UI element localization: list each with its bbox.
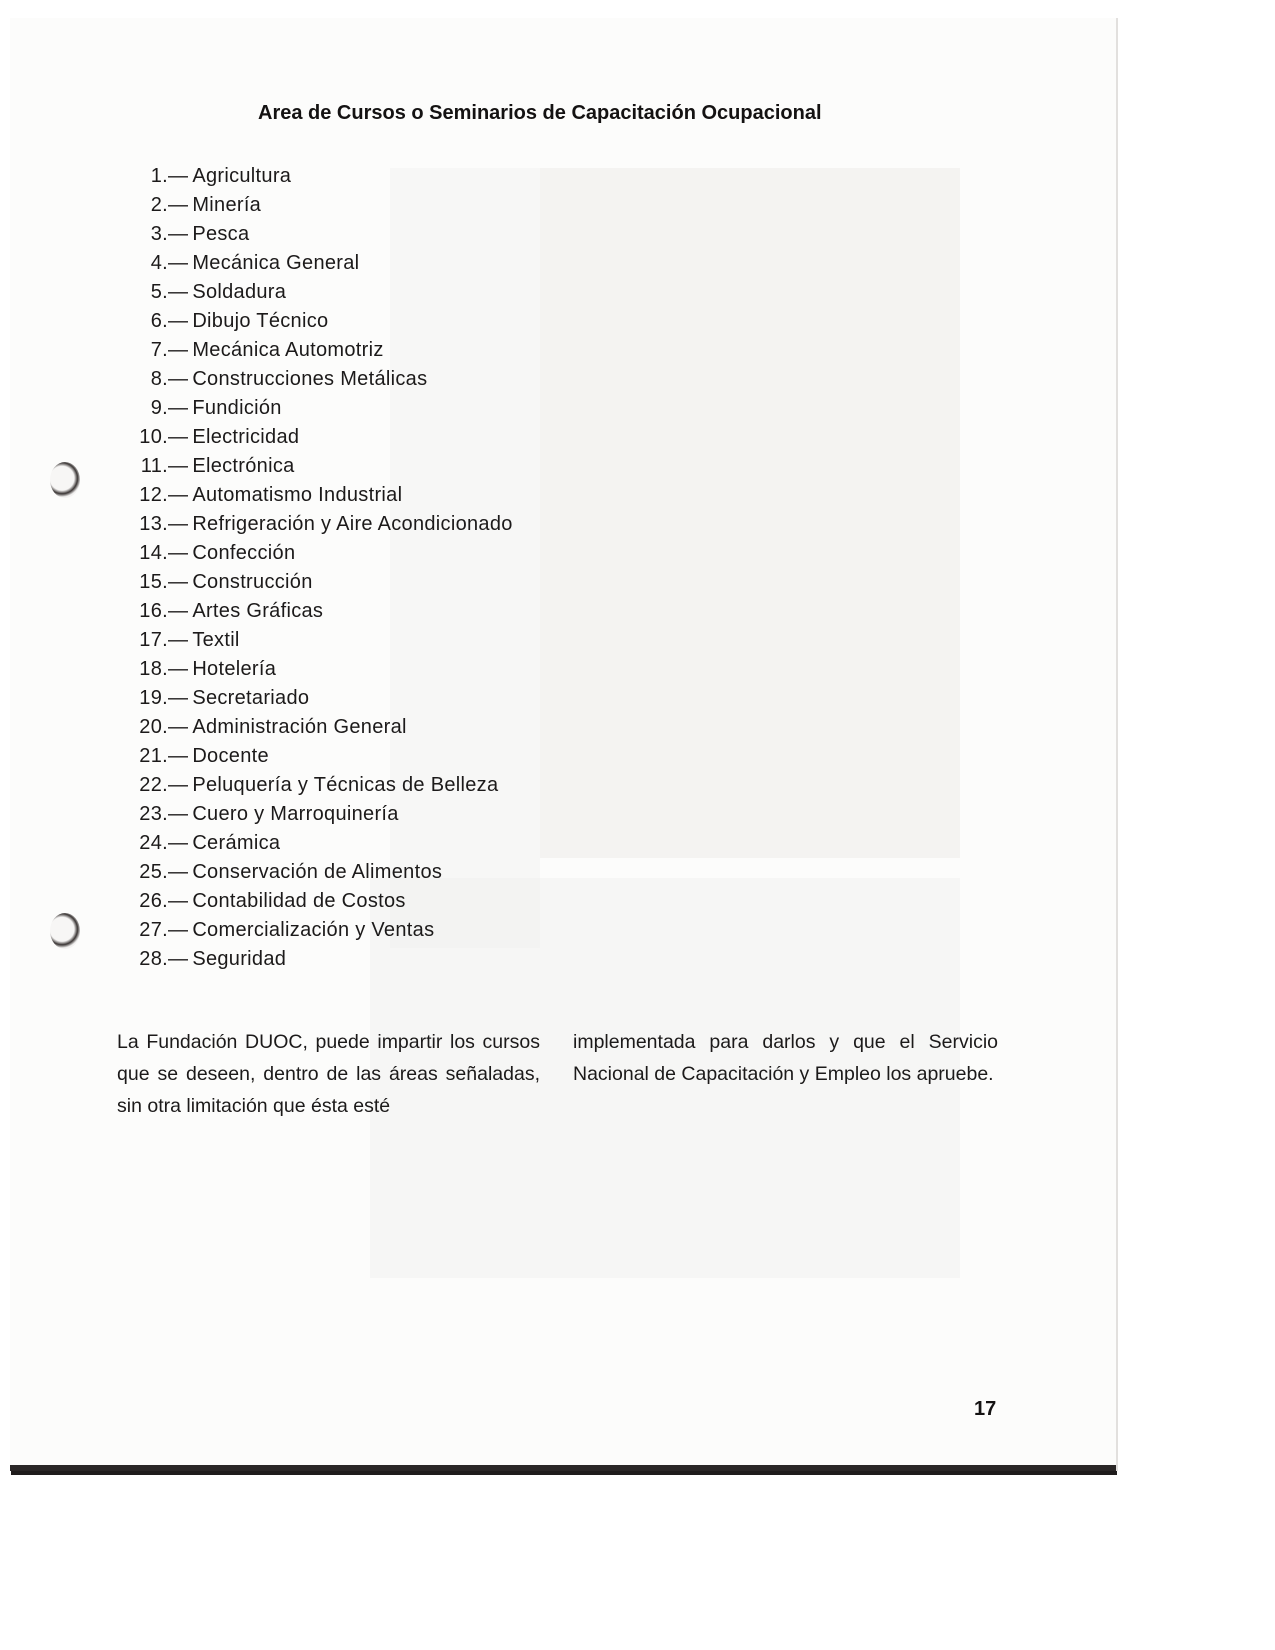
paper-bottom-edge <box>10 1465 1116 1471</box>
course-number: 18. <box>139 658 168 680</box>
course-item <box>118 858 513 887</box>
course-number: 7. <box>150 339 168 361</box>
course-dash: — <box>168 919 189 941</box>
bleed-through-column-right <box>540 168 960 858</box>
course-name: Minería <box>192 194 262 216</box>
course-name: Hotelería <box>192 658 277 680</box>
course-item <box>118 452 513 481</box>
course-dash: — <box>168 774 189 796</box>
course-name: Electrónica <box>192 455 295 477</box>
course-dash: — <box>168 513 189 535</box>
course-item <box>118 423 513 452</box>
course-name: Contabilidad de Costos <box>192 890 406 912</box>
course-name: Docente <box>192 745 269 767</box>
course-item <box>118 568 513 597</box>
course-name: Conservación de Alimentos <box>192 861 443 883</box>
course-item <box>118 771 513 800</box>
course-item <box>118 684 513 713</box>
course-number: 3. <box>150 223 168 245</box>
course-number: 25. <box>139 861 168 883</box>
course-name: Automatismo Industrial <box>192 484 403 506</box>
course-dash: — <box>168 803 189 825</box>
course-name: Confección <box>192 542 296 564</box>
course-number: 26. <box>139 890 168 912</box>
course-item <box>118 394 513 423</box>
course-item <box>118 713 513 742</box>
course-number: 19. <box>139 687 168 709</box>
course-number: 9. <box>150 397 168 419</box>
course-name: Mecánica Automotriz <box>192 339 384 361</box>
course-number: 16. <box>139 600 168 622</box>
course-name: Electricidad <box>192 426 300 448</box>
course-dash: — <box>168 484 189 506</box>
course-name: Construcción <box>192 571 313 593</box>
course-dash: — <box>168 687 189 709</box>
course-number: 17. <box>139 629 168 651</box>
course-number: 4. <box>150 252 168 274</box>
course-dash: — <box>168 629 189 651</box>
course-name: Peluquería y Técnicas de Belleza <box>192 774 499 796</box>
paragraph-right-column: implementada para darlos y que el Servicio Nacional de Capacitación y Empleo los apruebe. <box>573 1031 998 1085</box>
course-item <box>118 626 513 655</box>
course-number: 22. <box>139 774 168 796</box>
paragraph-left-column: La Fundación DUOC, puede impartir los cursos que se deseen, dentro de las áreas señaladas, sin otra limitación que ésta esté <box>117 1031 540 1117</box>
punch-hole-top <box>50 462 80 498</box>
page-number: 17 <box>974 1398 997 1420</box>
course-dash: — <box>168 890 189 912</box>
course-number: 21. <box>139 745 168 767</box>
punch-hole-bottom <box>50 913 80 949</box>
course-name: Fundición <box>192 397 282 419</box>
course-dash: — <box>168 861 189 883</box>
course-item <box>118 916 513 945</box>
course-item <box>118 800 513 829</box>
course-number: 13. <box>139 513 168 535</box>
course-dash: — <box>168 571 189 593</box>
course-dash: — <box>168 948 189 970</box>
course-dash: — <box>168 600 189 622</box>
course-item <box>118 336 513 365</box>
course-number: 24. <box>139 832 168 854</box>
course-dash: — <box>168 542 189 564</box>
course-number: 14. <box>139 542 168 564</box>
course-item <box>118 655 513 684</box>
course-number: 27. <box>139 919 168 941</box>
course-dash: — <box>168 426 189 448</box>
course-name: Refrigeración y Aire Acondicionado <box>192 513 513 535</box>
course-dash: — <box>168 281 189 303</box>
course-number: 28. <box>139 948 168 970</box>
course-name: Mecánica General <box>192 252 360 274</box>
course-dash: — <box>168 339 189 361</box>
course-item <box>118 510 513 539</box>
course-item <box>118 191 513 220</box>
course-dash: — <box>168 658 189 680</box>
course-number: 12. <box>139 484 168 506</box>
course-item <box>118 162 513 191</box>
course-item <box>118 220 513 249</box>
course-item <box>118 365 513 394</box>
course-name: Seguridad <box>192 948 287 970</box>
course-item <box>118 307 513 336</box>
course-item <box>118 829 513 858</box>
course-name: Artes Gráficas <box>192 600 324 622</box>
course-number: 5. <box>150 281 168 303</box>
course-dash: — <box>168 716 189 738</box>
course-number: 6. <box>150 310 168 332</box>
course-name: Administración General <box>192 716 407 738</box>
course-name: Cuero y Marroquinería <box>192 803 399 825</box>
course-number: 8. <box>150 368 168 390</box>
course-dash: — <box>168 745 189 767</box>
course-name: Textil <box>192 629 240 651</box>
course-item <box>118 742 513 771</box>
course-dash: — <box>168 165 189 187</box>
course-number: 2. <box>150 194 168 216</box>
course-item <box>118 278 513 307</box>
course-dash: — <box>168 194 189 216</box>
course-dash: — <box>168 223 189 245</box>
course-dash: — <box>168 310 189 332</box>
course-number: 11. <box>140 455 168 477</box>
course-name: Secretariado <box>192 687 310 709</box>
course-name: Cerámica <box>192 832 281 854</box>
course-name: Soldadura <box>192 281 287 303</box>
course-dash: — <box>168 832 189 854</box>
course-name: Agricultura <box>192 165 292 187</box>
course-name: Pesca <box>192 223 250 245</box>
course-item <box>118 539 513 568</box>
course-item <box>118 597 513 626</box>
course-number: 20. <box>139 716 168 738</box>
course-number: 15. <box>139 571 168 593</box>
course-item <box>118 249 513 278</box>
course-item <box>118 481 513 510</box>
course-dash: — <box>168 252 189 274</box>
course-dash: — <box>168 455 189 477</box>
course-list <box>118 162 513 974</box>
course-name: Comercialización y Ventas <box>192 919 435 941</box>
course-name: Dibujo Técnico <box>192 310 329 332</box>
course-number: 10. <box>139 426 168 448</box>
course-item <box>118 887 513 916</box>
page-title: Area de Cursos o Seminarios de Capacitación Ocupacional <box>258 102 822 124</box>
course-name: Construcciones Metálicas <box>192 368 428 390</box>
course-number: 1. <box>150 165 168 187</box>
course-item <box>118 945 513 974</box>
course-number: 23. <box>139 803 168 825</box>
course-dash: — <box>168 368 189 390</box>
course-dash: — <box>168 397 189 419</box>
